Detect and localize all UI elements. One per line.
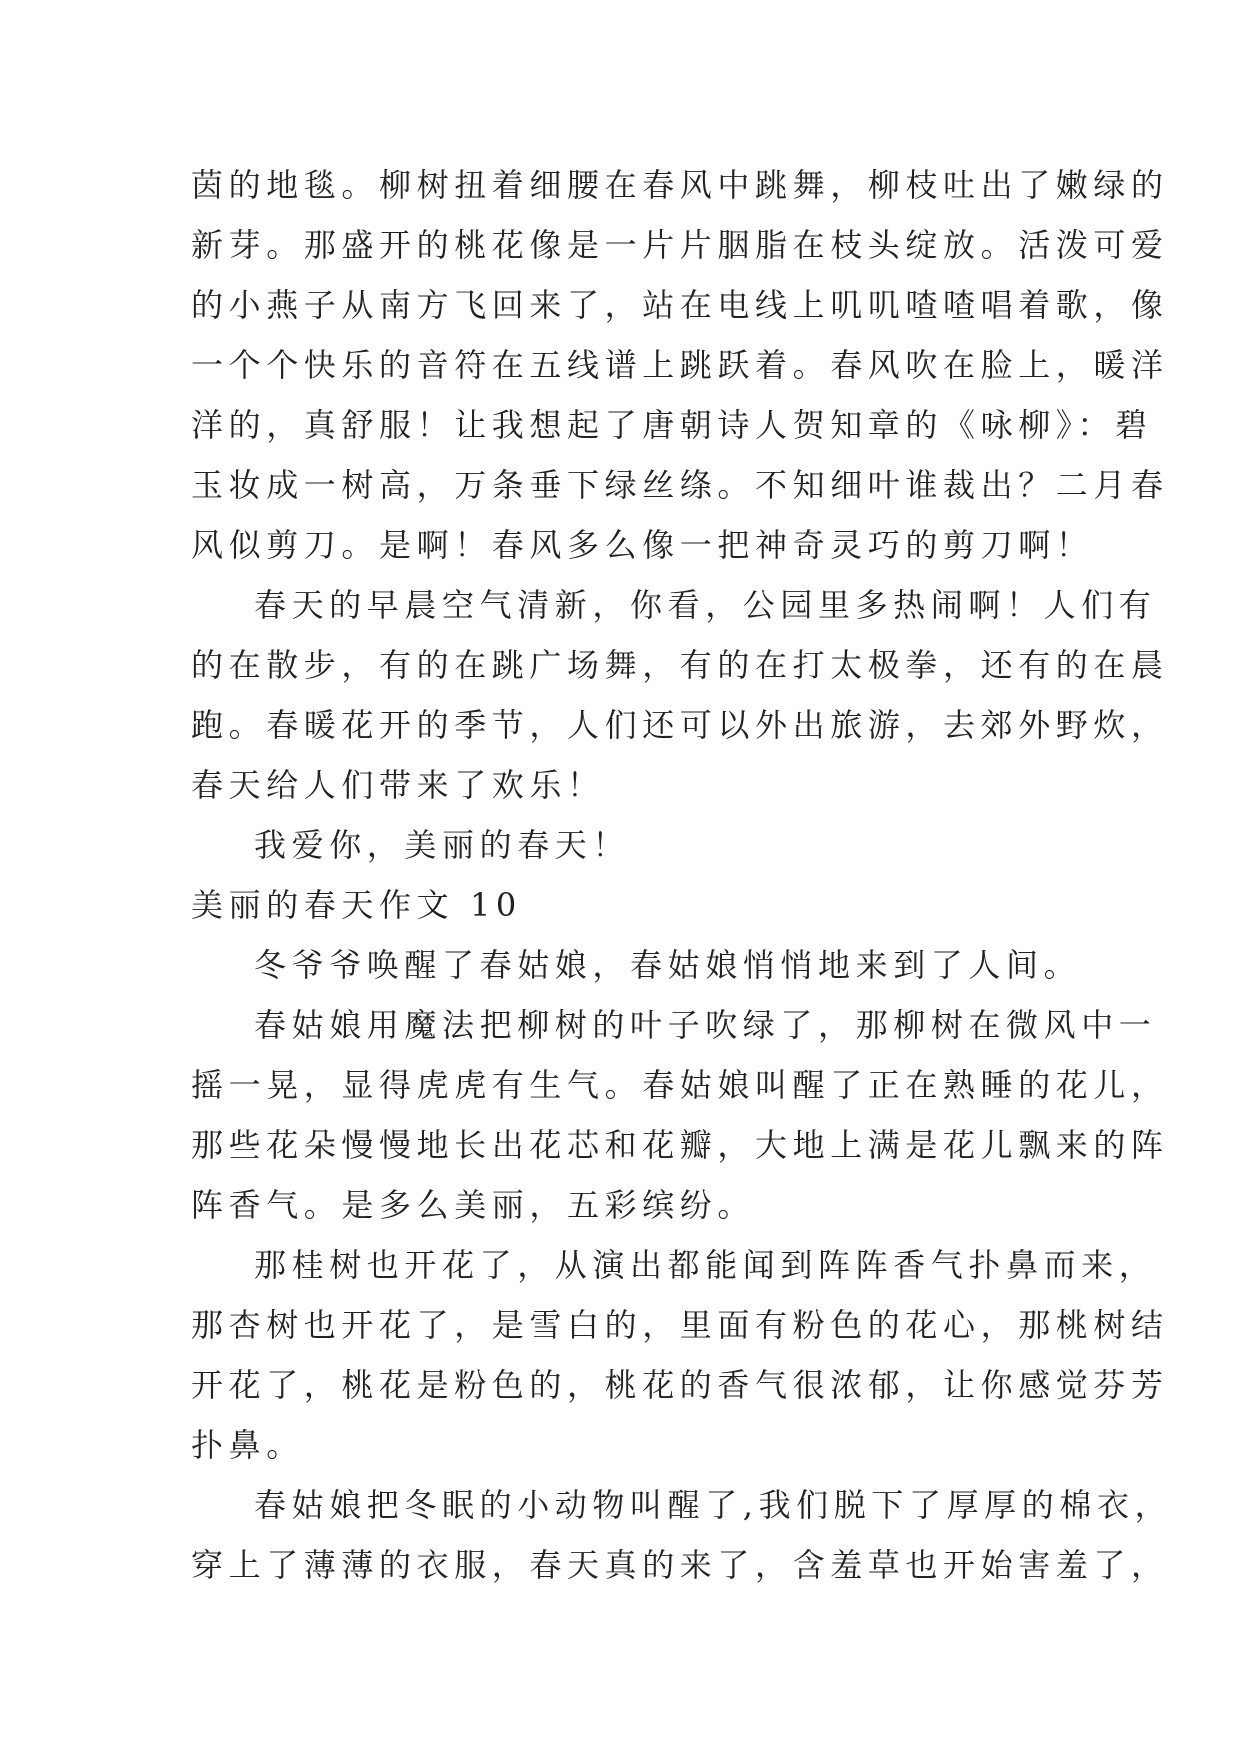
text-line: 阵香气。是多么美丽，五彩缤纷。 [191, 1186, 756, 1224]
text-line: 的在散步，有的在跳广场舞，有的在打太极拳，还有的在晨 [191, 646, 1169, 684]
text-line: 那杏树也开花了，是雪白的，里面有粉色的花心，那桃树结 [191, 1306, 1169, 1344]
text-line: 穿上了薄薄的衣服，春天真的来了，含羞草也开始害羞了， [191, 1546, 1169, 1584]
text-line: 春天给人们带来了欢乐！ [191, 766, 605, 804]
text-line: 扑鼻。 [191, 1426, 304, 1464]
paragraph-first-line: 冬爷爷唤醒了春姑娘，春姑娘悄悄地来到了人间。 [254, 946, 1082, 984]
text-line: 的小燕子从南方飞回来了，站在电线上叽叽喳喳唱着歌，像 [191, 286, 1169, 324]
text-line: 那些花朵慢慢地长出花芯和花瓣，大地上满是花儿飘来的阵 [191, 1126, 1169, 1164]
paragraph-first-line: 我爱你，美丽的春天！ [254, 826, 631, 864]
section-title: 美丽的春天作文 10 [191, 886, 522, 924]
paragraph-first-line: 那桂树也开花了，从演出都能闻到阵阵香气扑鼻而来， [254, 1246, 1157, 1284]
text-line: 茵的地毯。柳树扭着细腰在春风中跳舞，柳枝吐出了嫩绿的 [191, 166, 1169, 204]
text-line: 跑。春暖花开的季节，人们还可以外出旅游，去郊外野炊， [191, 706, 1169, 744]
text-line: 风似剪刀。是啊！春风多么像一把神奇灵巧的剪刀啊！ [191, 526, 1094, 564]
paragraph-first-line: 春姑娘把冬眠的小动物叫醒了,我们脱下了厚厚的棉衣， [254, 1486, 1173, 1524]
paragraph-first-line: 春姑娘用魔法把柳树的叶子吹绿了，那柳树在微风中一 [254, 1006, 1157, 1044]
text-line: 开花了，桃花是粉色的，桃花的香气很浓郁，让你感觉芬芳 [191, 1366, 1169, 1404]
text-line: 摇一晃，显得虎虎有生气。春姑娘叫醒了正在熟睡的花儿， [191, 1066, 1169, 1104]
text-line: 一个个快乐的音符在五线谱上跳跃着。春风吹在脸上，暖洋 [191, 346, 1169, 384]
text-line: 玉妆成一树高，万条垂下绿丝绦。不知细叶谁裁出？二月春 [191, 466, 1169, 504]
text-line: 新芽。那盛开的桃花像是一片片胭脂在枝头绽放。活泼可爱 [191, 226, 1169, 264]
paragraph-first-line: 春天的早晨空气清新，你看，公园里多热闹啊！人们有 [254, 586, 1157, 624]
text-line: 洋的，真舒服！让我想起了唐朝诗人贺知章的《咏柳》：碧 [191, 406, 1153, 444]
